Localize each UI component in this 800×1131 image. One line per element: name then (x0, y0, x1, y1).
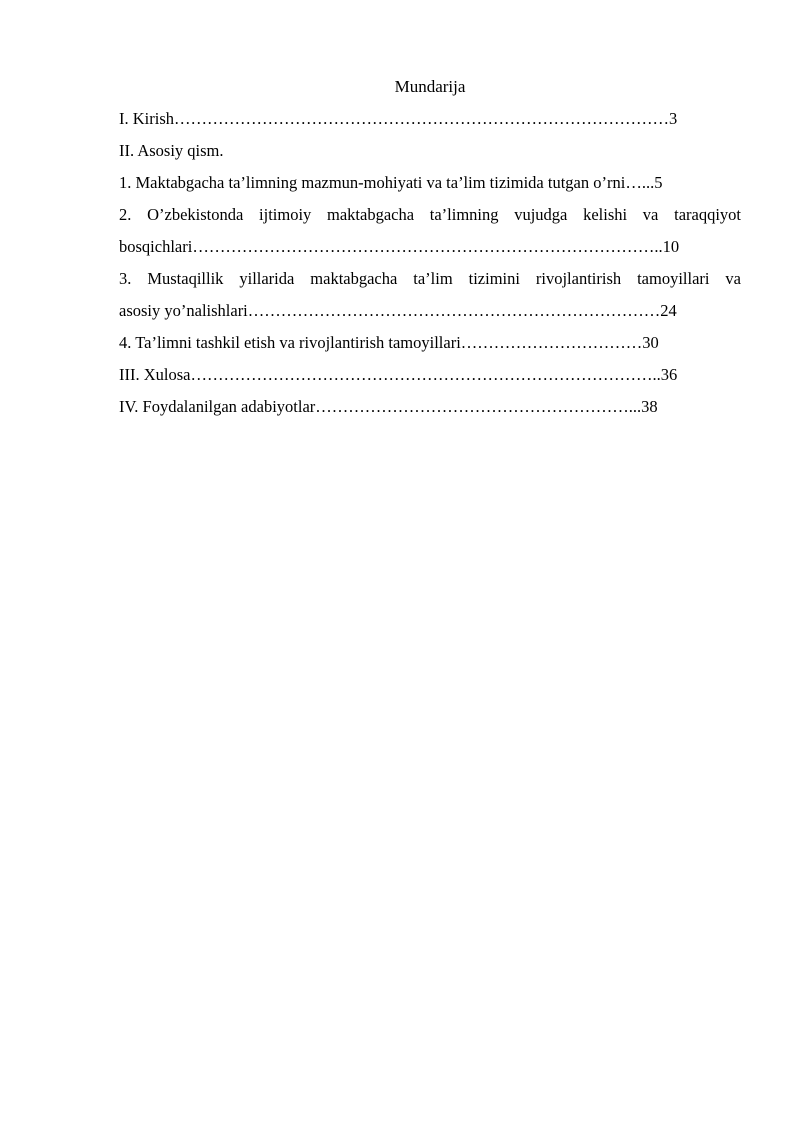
toc-entry-kirish: I. Kirish………………………………………………………………………………3 (119, 109, 678, 128)
toc-entry-2-line2: bosqichlari…………………………………………………………………………..10 (119, 237, 680, 256)
toc-entry-asosiy-qism: II. Asosiy qism. (119, 141, 224, 160)
toc-entry-1: 1. Maktabgacha ta’limning mazmun-mohiyati va ta’lim tizimida tutgan o’rni…...5 (119, 173, 663, 192)
toc-entry-3-line1: 3. Mustaqillik yillarida maktabgacha ta’lim tizimini rivojlantirish tamoyillari va (119, 269, 741, 288)
toc-entry-xulosa: III. Xulosa…………………………………………………………………………..36 (119, 365, 678, 384)
toc-title: Mundarija (394, 77, 466, 96)
toc-entry-3-line2: asosiy yo’nalishlari…………………………………………………………………24 (119, 301, 677, 320)
toc-entry-4: 4. Ta’limni tashkil etish va rivojlantirish tamoyillari……………………………30 (119, 333, 659, 352)
toc-entry-adabiyotlar: IV. Foydalanilgan adabiyotlar…………………………………………………...38 (119, 397, 658, 416)
toc-entry-2-line1: 2. O’zbekistonda ijtimoiy maktabgacha ta’limning vujudga kelishi va taraqqiyot (119, 205, 741, 224)
document-page (119, 76, 741, 428)
